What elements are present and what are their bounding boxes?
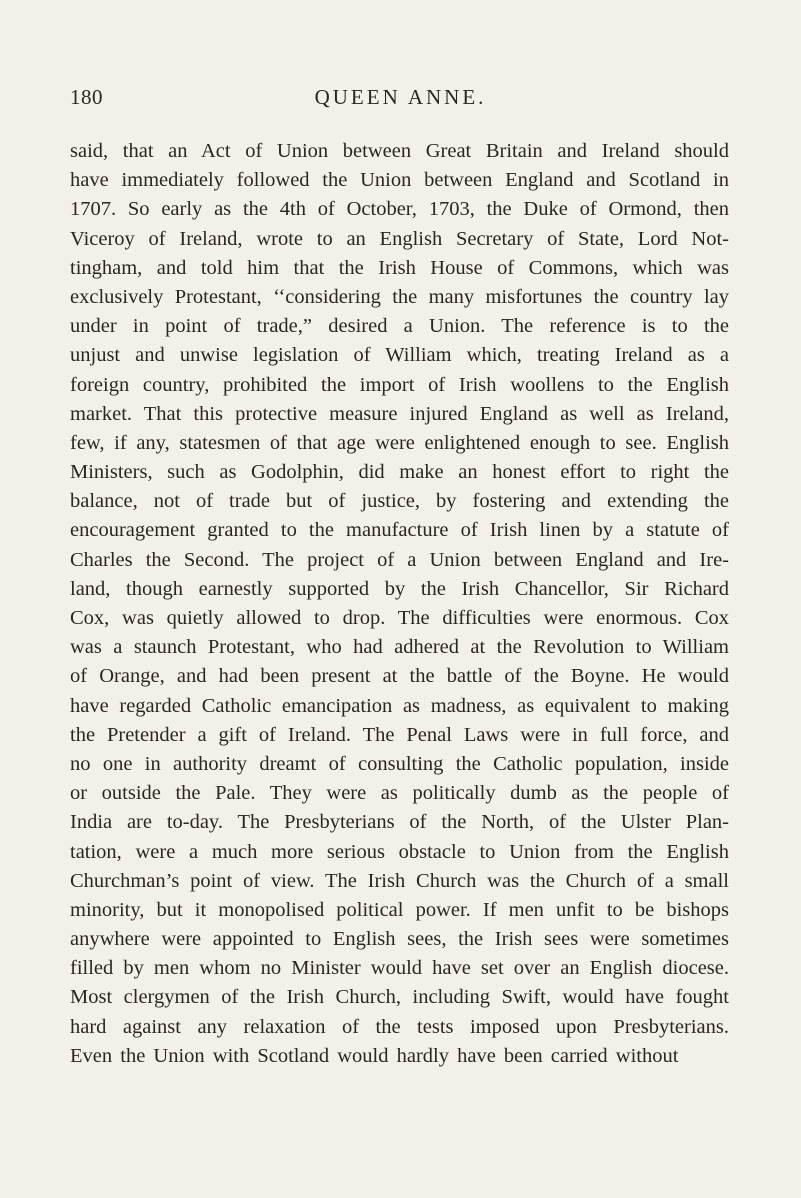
running-title: QUEEN ANNE. [314, 85, 487, 109]
text-line: Cox, was quietly allowed to drop. The difficulties were enormous. Cox [70, 607, 729, 629]
text-line: India are to-day. The Presbyterians of the North, of the Ulster Plan- [70, 811, 729, 834]
text-line: anywhere were appointed to English sees, the Irish sees were sometimes [70, 928, 729, 951]
text-line: the Pretender a gift of Ireland. The Penal Laws were in full force, and [70, 723, 729, 746]
text-line: of Orange, and had been present at the battle of the Boyne. He would [70, 665, 729, 688]
text-line: few, if any, statesmen of that age were enlightened enough to see. English [70, 431, 729, 454]
text-line: unjust and unwise legislation of William which, treating Ireland as a [70, 344, 729, 367]
text-line: Most clergymen of the Irish Church, including Swift, would have fought [70, 986, 729, 1009]
text-line: under in point of trade,” desired a Union. The reference is to the [70, 315, 729, 338]
running-head [0, 85, 801, 115]
text-line: said, that an Act of Union between Great Britain and Ireland should [70, 140, 729, 162]
text-line: encouragement granted to the manufacture of Irish linen by a statute of [70, 519, 729, 542]
text-line: have immediately followed the Union between England and Scotland in [70, 169, 729, 192]
page-number: 180 [70, 85, 103, 109]
text-line: or outside the Pale. They were as politically dumb as the people of [70, 782, 729, 805]
text-line: minority, but it monopolised political power. If men unfit to be bishops [70, 898, 729, 921]
text-line: have regarded Catholic emancipation as madness, as equivalent to making [70, 694, 729, 717]
text-line: balance, not of trade but of justice, by fostering and extending the [70, 490, 729, 513]
text-line: was a staunch Protestant, who had adhered at the Revolution to William [70, 636, 729, 659]
text-line: filled by men whom no Minister would have set over an English diocese. [70, 957, 729, 980]
text-line: Churchman’s point of view. The Irish Church was the Church of a small [70, 869, 729, 892]
text-line: market. That this protective measure injured England as well as Ireland, [70, 402, 729, 425]
text-line: Viceroy of Ireland, wrote to an English Secretary of State, Lord Not- [70, 227, 729, 250]
text-line: land, though earnestly supported by the Irish Chancellor, Sir Richard [70, 577, 729, 600]
text-line: tingham, and told him that the Irish House of Commons, which was [70, 256, 729, 279]
text-line: Charles the Second. The project of a Union between England and Ire- [70, 548, 729, 571]
text-line: tation, were a much more serious obstacle to Union from the English [70, 840, 729, 863]
text-line: exclusively Protestant, ‘‘considering the many misfortunes the country lay [70, 285, 729, 308]
body-text [70, 137, 729, 1071]
text-line: foreign country, prohibited the import of Irish woollens to the English [70, 373, 729, 396]
text-line: 1707. So early as the 4th of October, 1703, the Duke of Ormond, then [70, 198, 729, 221]
text-line: Even the Union with Scotland would hardly have been carried without [70, 1044, 679, 1067]
text-line: Ministers, such as Godolphin, did make an honest effort to right the [70, 461, 729, 484]
text-line: no one in authority dreamt of consulting the Catholic population, inside [70, 752, 729, 775]
text-line: hard against any relaxation of the tests imposed upon Presbyterians. [70, 1015, 729, 1038]
